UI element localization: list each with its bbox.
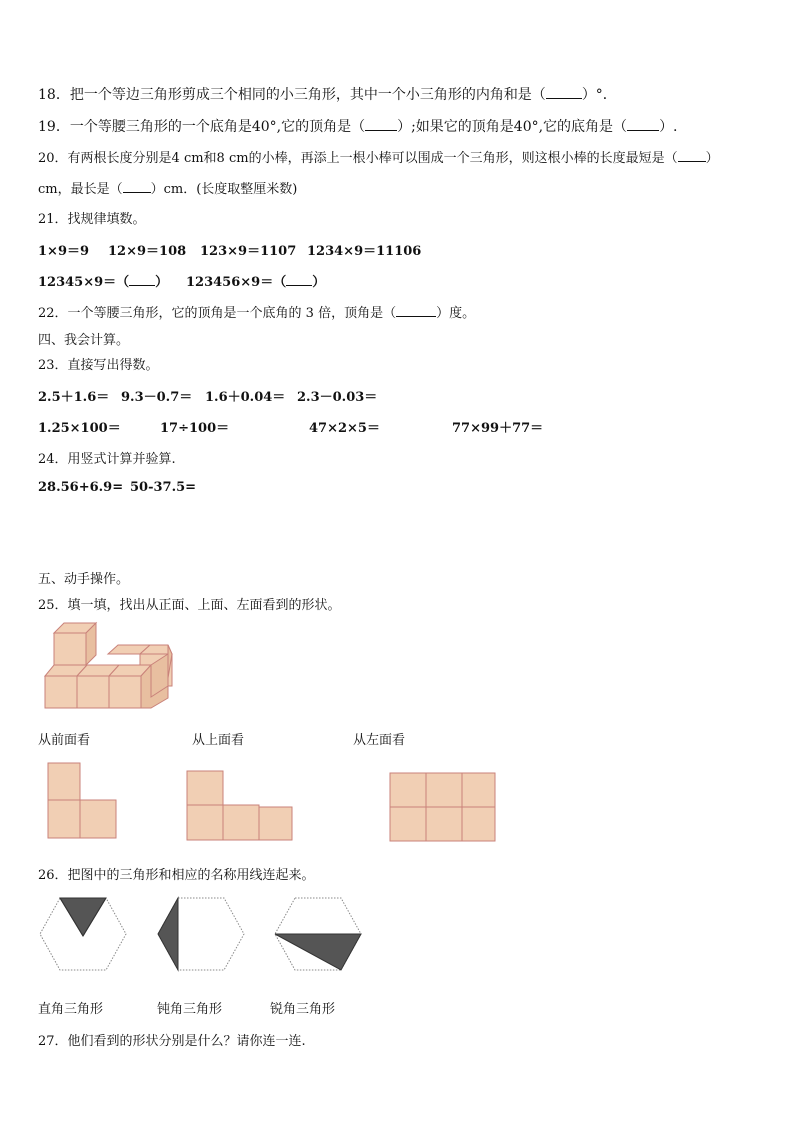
- pattern-item-answer: 123456×9＝（ ）: [186, 275, 326, 290]
- view-label-top: 从上面看: [192, 733, 245, 748]
- triangle-name-right[interactable]: 直角三角形: [38, 1002, 104, 1017]
- question-20-line-2: cm，最长是（ ）cm．(长度取整厘米数): [38, 182, 298, 197]
- question-23-title: 23．直接写出得数。: [38, 358, 159, 373]
- question-25-title: 25．填一填，找出从正面、上面、左面看到的形状。: [38, 598, 341, 613]
- answer-blank[interactable]: [286, 274, 312, 286]
- calc-item: 28.56+6.9=: [38, 480, 124, 495]
- left-view-shape[interactable]: [388, 771, 498, 843]
- question-21-title: 21．找规律填数。: [38, 212, 146, 227]
- cube-stack-figure: [40, 618, 175, 713]
- section-heading: 五、动手操作。: [38, 572, 130, 587]
- hexagon-figure-3[interactable]: [273, 896, 363, 972]
- calc-item: 1.6＋0.04＝: [205, 390, 286, 405]
- calc-item: 1.25×100＝: [38, 421, 121, 436]
- top-view-shape[interactable]: [185, 769, 295, 843]
- question-18: 18．把一个等边三角形剪成三个相同的小三角形，其中一个小三角形的内角和是（ ）°．: [38, 87, 617, 103]
- calc-item: 9.3－0.7＝: [121, 390, 193, 405]
- calc-item: 77×99＋77＝: [452, 421, 544, 436]
- calc-item: 2.3－0.03＝: [297, 390, 378, 405]
- question-27-title: 27．他们看到的形状分别是什么？请你连一连.: [38, 1034, 306, 1049]
- answer-blank[interactable]: [129, 274, 155, 286]
- view-label-front: 从前面看: [38, 733, 91, 748]
- question-22: 22．一个等腰三角形，它的顶角是一个底角的 3 倍，顶角是（ ）度。: [38, 306, 476, 321]
- pattern-item: 12×9＝108: [108, 244, 187, 259]
- hexagon-figure-1[interactable]: [38, 896, 128, 972]
- calc-item: 47×2×5＝: [309, 421, 380, 436]
- hexagon-figure-2[interactable]: [156, 896, 246, 972]
- question-26-title: 26．把图中的三角形和相应的名称用线连起来。: [38, 868, 315, 883]
- triangle-name-obtuse[interactable]: 钝角三角形: [157, 1002, 223, 1017]
- pattern-item: 1×9＝9: [38, 244, 90, 259]
- answer-blank[interactable]: [546, 87, 582, 99]
- front-view-shape[interactable]: [46, 762, 118, 840]
- triangle-name-acute[interactable]: 锐角三角形: [270, 1002, 336, 1017]
- pattern-item: 1234×9＝11106: [307, 244, 422, 259]
- calc-item: 2.5＋1.6＝: [38, 390, 110, 405]
- answer-blank[interactable]: [678, 150, 706, 162]
- pattern-item: 123×9＝1107: [200, 244, 297, 259]
- view-label-left: 从左面看: [353, 733, 406, 748]
- answer-blank[interactable]: [627, 119, 659, 131]
- question-24-title: 24．用竖式计算并验算.: [38, 452, 176, 467]
- calc-item: 50-37.5=: [130, 480, 197, 495]
- question-20-line-1: 20．有两根长度分别是4 cm和8 cm的小棒，再添上一根小棒可以围成一个三角形，则这根小棒的长度最短是（ ）: [38, 151, 719, 166]
- answer-blank[interactable]: [365, 119, 397, 131]
- section-heading: 四、我会计算。: [38, 333, 130, 348]
- calc-item: 17÷100＝: [160, 421, 230, 436]
- pattern-item-answer: 12345×9＝（ ）: [38, 275, 169, 290]
- question-19: 19．一个等腰三角形的一个底角是40°,它的顶角是（ ）;如果它的顶角是40°,它的底角是（ ）.: [38, 119, 678, 135]
- answer-blank[interactable]: [396, 305, 436, 317]
- answer-blank[interactable]: [123, 181, 151, 193]
